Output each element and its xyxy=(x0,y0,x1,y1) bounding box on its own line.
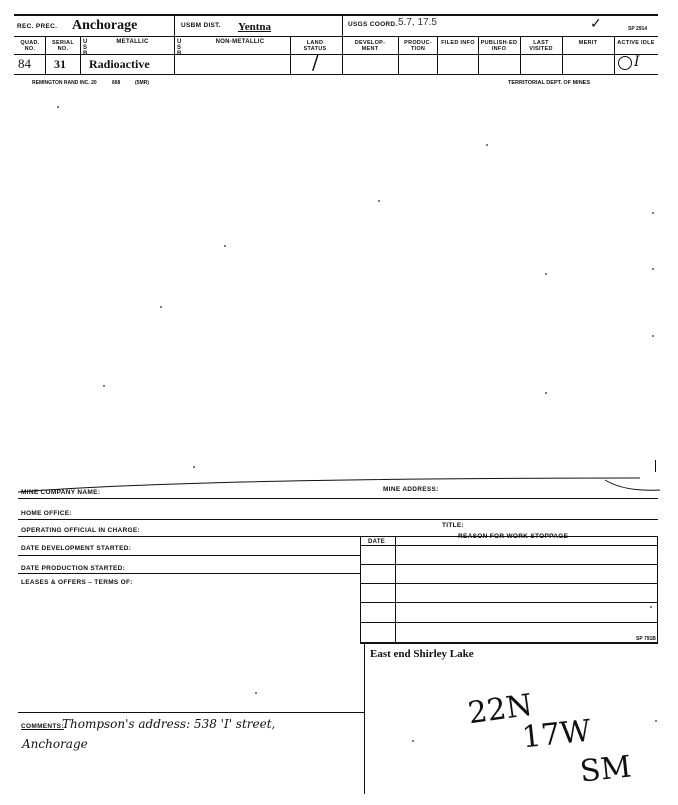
form-number-2: SP 791B xyxy=(636,636,656,642)
col-non-metallic: NON-METALLIC xyxy=(215,39,265,45)
col-merit: MERIT xyxy=(578,40,598,46)
date-col-label: DATE xyxy=(368,539,386,545)
comments-line-2: Anchorage xyxy=(22,737,88,751)
row-serial-no: 31 xyxy=(54,57,66,71)
department: TERRITORIAL DEPT. OF MINES xyxy=(508,80,590,86)
speck xyxy=(652,335,654,337)
col-land-status: LAND STATUS xyxy=(303,40,327,52)
usbm-letter-u-2: U xyxy=(177,39,182,45)
speck xyxy=(655,720,657,722)
col-last-visited: LAST VISITED xyxy=(529,40,553,52)
date-development-label: DATE DEVELOPMENT STARTED: xyxy=(21,545,132,552)
speck xyxy=(193,466,195,468)
col-metallic: METALLIC xyxy=(116,39,149,45)
usbm-letter-u: U xyxy=(83,39,88,45)
usgs-coord-value: 5.7, 17.5 xyxy=(398,17,437,28)
title-label: TITLE: xyxy=(442,522,465,529)
speck xyxy=(650,606,652,608)
speck xyxy=(160,306,162,308)
speck xyxy=(545,392,547,394)
date-production-label: DATE PRODUCTION STARTED: xyxy=(21,565,126,572)
row-active-idle: I xyxy=(634,54,640,70)
usbm-letter-s-2: S xyxy=(177,45,182,51)
row-active-idle-circle xyxy=(618,56,632,70)
speck xyxy=(652,268,654,270)
row-metallic: Radioactive xyxy=(89,57,150,71)
usbm-letter-s: S xyxy=(83,45,88,51)
card-edge-curve xyxy=(0,470,678,500)
col-production: PRODUC-TION xyxy=(404,40,432,52)
row-land-status: / xyxy=(312,50,319,74)
col-active-idle: ACTIVE IDLE xyxy=(617,40,655,46)
col-quad-no: QUAD. NO. xyxy=(20,40,40,52)
usgs-coord-label: USGS COORD. xyxy=(348,21,398,28)
reason-col-label: REASON FOR WORK STOPPAGE xyxy=(458,533,569,540)
speck xyxy=(652,212,654,214)
speck xyxy=(378,200,380,202)
printer-code-2: (5MR) xyxy=(135,80,149,86)
col-development: DEVELOP-MENT xyxy=(354,40,386,52)
form-number: SP 2914 xyxy=(628,26,648,32)
comments-label: COMMENTS: xyxy=(21,723,64,730)
speck xyxy=(545,273,547,275)
usbm-dist-value: Yentna xyxy=(238,21,272,33)
speck xyxy=(103,385,105,387)
col-published-info: PUBLISH-ED INFO xyxy=(480,40,518,52)
hand-range: 17W xyxy=(520,713,593,756)
printer-code-1: 668 xyxy=(112,80,121,86)
location-typed: East end Shirley Lake xyxy=(370,648,474,660)
speck xyxy=(224,245,226,247)
usbm-dist-label: USBM DIST. xyxy=(181,22,221,29)
hand-meridian: SM xyxy=(578,749,633,790)
operating-official-label: OPERATING OFFICIAL IN CHARGE: xyxy=(21,527,140,534)
usbm-letter-b: B xyxy=(83,51,88,57)
speck xyxy=(486,144,488,146)
mine-address-label: MINE ADDRESS: xyxy=(383,486,439,493)
home-office-label: HOME OFFICE: xyxy=(21,510,72,517)
hand-township: 22N xyxy=(465,687,535,732)
col-serial-no: SERIAL NO. xyxy=(52,40,74,52)
speck xyxy=(412,740,414,742)
rec-prec-label: REC. PREC. xyxy=(17,23,58,30)
mine-company-name-label: MINE COMPANY NAME: xyxy=(21,489,101,496)
check-mark: ✓ xyxy=(590,16,602,32)
rec-prec-value: Anchorage xyxy=(72,18,138,33)
speck xyxy=(255,692,257,694)
usbm-letter-b-2: B xyxy=(177,51,182,57)
col-filed-info: FILED INFO xyxy=(441,40,475,46)
printer-info: REMINGTON RAND INC. 20 xyxy=(32,80,97,86)
row-quad-no: 84 xyxy=(18,56,31,71)
speck xyxy=(57,106,59,108)
comments-line-1: Thompson's address: 538 'I' street, xyxy=(62,717,276,731)
leases-label: LEASES & OFFERS – TERMS OF: xyxy=(21,579,133,586)
